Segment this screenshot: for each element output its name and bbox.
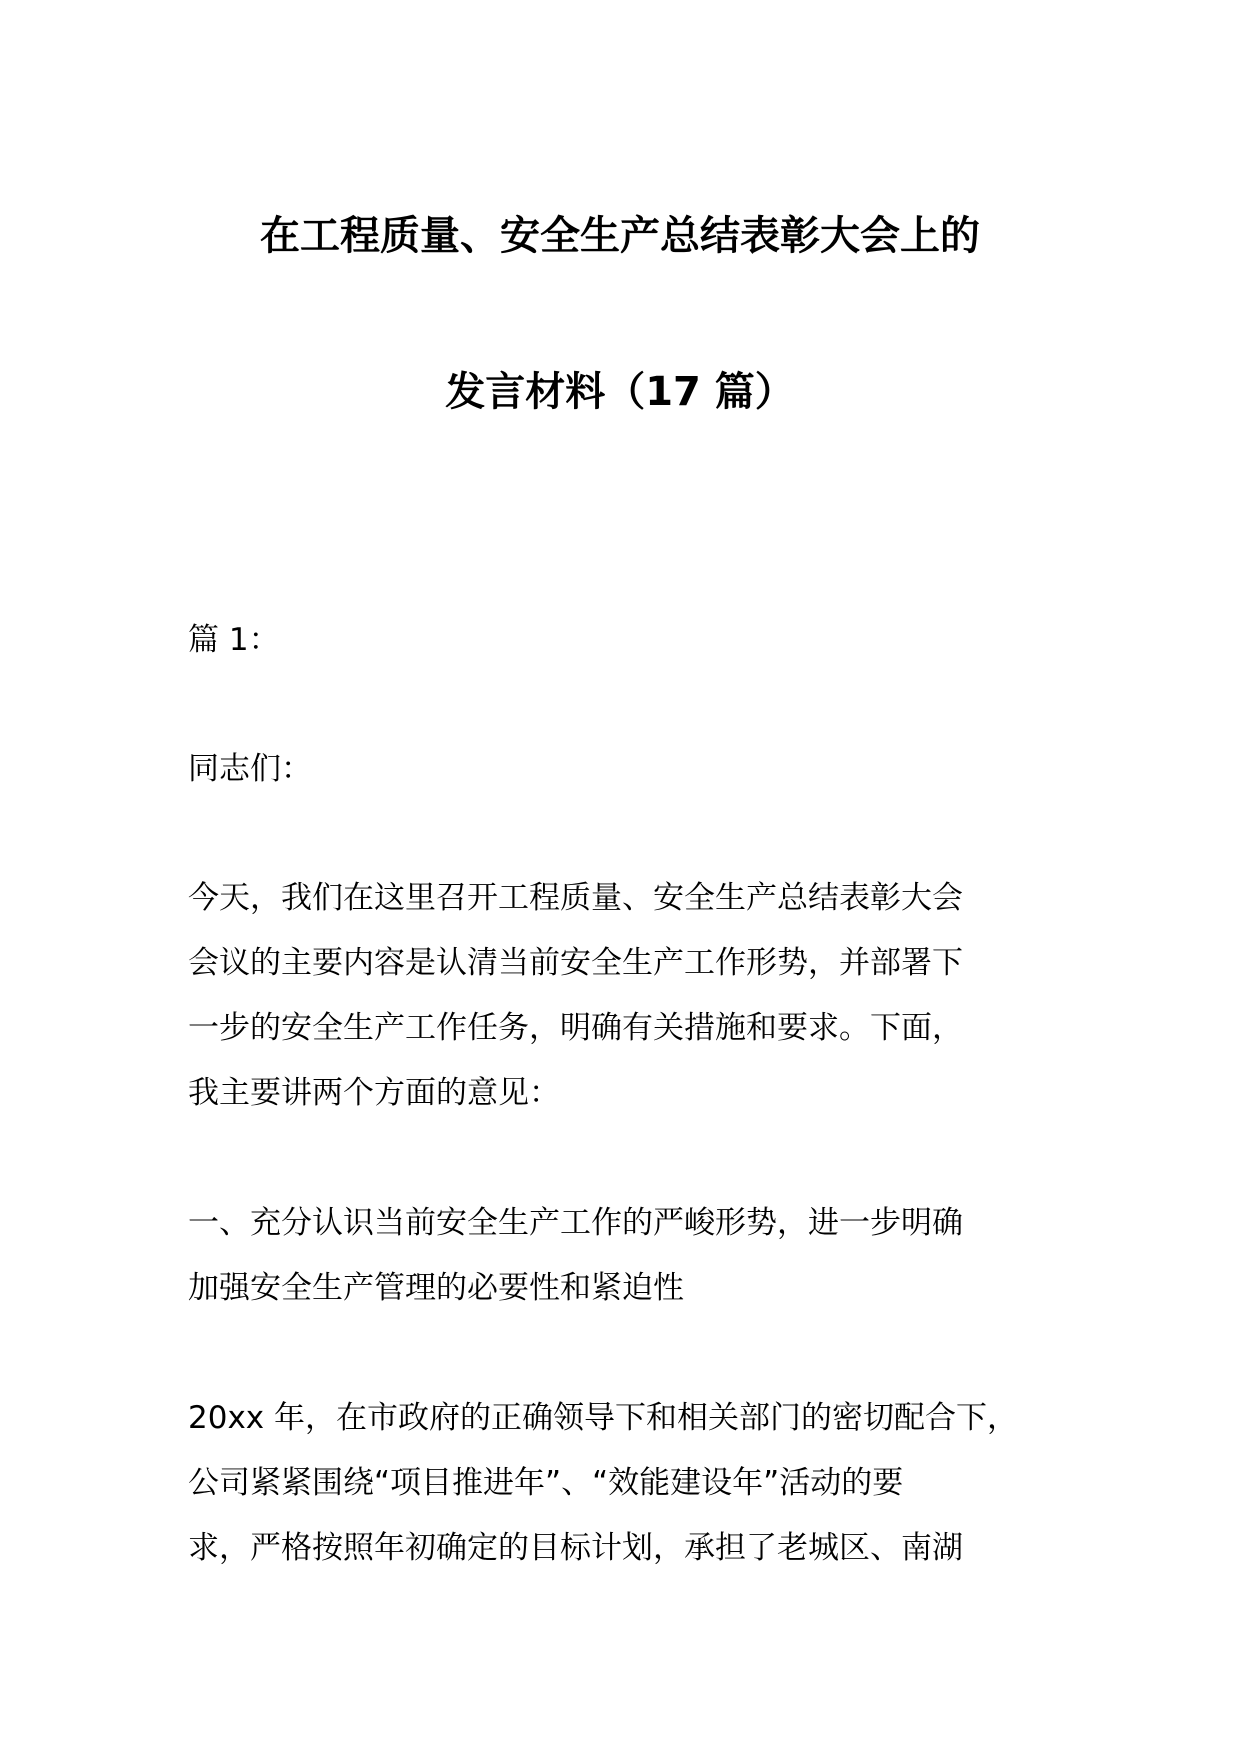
paragraph-line: 20xx 年，在市政府的正确领导下和相关部门的密切配合下，: [188, 1400, 1018, 1436]
paragraph-background: [188, 1386, 1088, 1581]
paragraph-line: 今天，我们在这里召开工程质量、安全生产总结表彰大会: [188, 880, 963, 916]
salutation-text: 同志们：: [188, 751, 312, 787]
section-label: [188, 608, 1088, 673]
heading-line: 一、充分认识当前安全生产工作的严峻形势，进一步明确: [188, 1205, 963, 1241]
paragraph-line: 会议的主要内容是认清当前安全生产工作形势，并部署下: [188, 945, 963, 981]
paragraph-line: 我主要讲两个方面的意见：: [188, 1075, 560, 1111]
salutation: [188, 737, 1088, 802]
document-title-line-2: 发言材料（17 篇）: [445, 369, 795, 415]
section-heading-1: [188, 1191, 1088, 1321]
paragraph-intro: [188, 866, 1088, 1126]
section-label-text: 篇 1：: [188, 622, 280, 658]
document-title-line-1: 在工程质量、安全生产总结表彰大会上的: [260, 213, 980, 259]
paragraph-line: 公司紧紧围绕“项目推进年”、“效能建设年”活动的要: [188, 1465, 904, 1501]
paragraph-line: 一步的安全生产工作任务，明确有关措施和要求。下面，: [188, 1010, 963, 1046]
heading-line: 加强安全生产管理的必要性和紧迫性: [188, 1270, 684, 1306]
paragraph-line: 求，严格按照年初确定的目标计划，承担了老城区、南湖: [188, 1530, 963, 1566]
